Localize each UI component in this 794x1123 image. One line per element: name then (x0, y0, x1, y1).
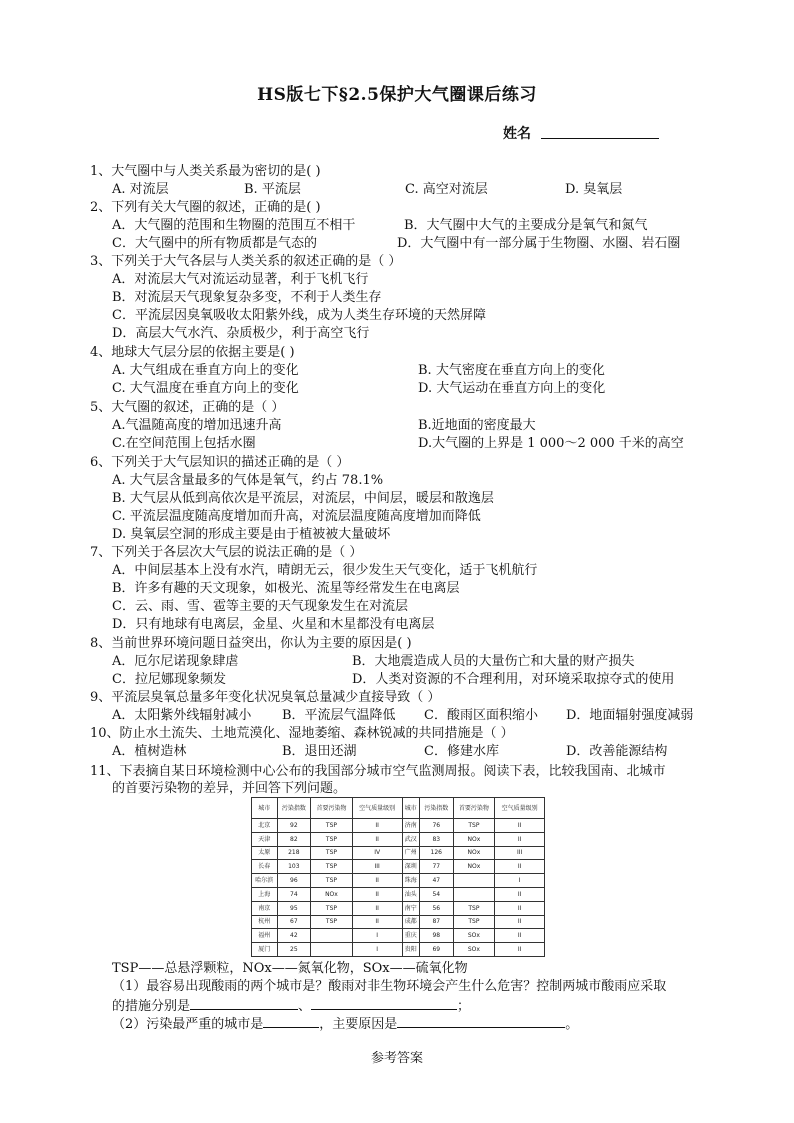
table-row (252, 915, 545, 929)
table-cell: 深圳 (402, 860, 419, 874)
table-cell: 长春 (252, 860, 278, 874)
table-cell: 218 (277, 846, 311, 860)
q10-option-a: A．植树造林 (112, 744, 187, 759)
table-row (252, 846, 545, 860)
table-cell: II (352, 901, 402, 915)
table-cell: II (495, 832, 545, 846)
table-cell: II (495, 819, 545, 833)
table-cell: 92 (277, 819, 311, 833)
table-cell: 太原 (252, 846, 278, 860)
table-cell: TSP (311, 846, 353, 860)
answer-blank[interactable] (397, 1015, 565, 1028)
table-cell: 74 (277, 887, 311, 901)
q6-option-a: A. 大气层含量最多的气体是氧气，约占 78.1% (112, 473, 384, 488)
q3-stem: 3、下列关于大气各层与人类关系的叙述正确的是（ ） (90, 254, 402, 269)
table-cell: 67 (277, 915, 311, 929)
table-cell: 69 (419, 943, 453, 957)
q1-option-a: A. 对流层 (112, 182, 169, 197)
table-row (252, 819, 545, 833)
table-cell: 25 (277, 943, 311, 957)
table-cell: 95 (277, 901, 311, 915)
q11-legend-note: TSP——总悬浮颗粒，NOx——氮氧化物，SOx——硫氧化物 (112, 961, 468, 976)
q5-option-a: A.气温随高度的增加迅速升高 (112, 418, 282, 433)
q11-stem: 11、下表摘自某日环境检测中心公布的我国部分城市空气监测周报。阅读下表，比较我国南、北城市 (90, 764, 666, 779)
q2-stem: 2、下列有关大气圈的叙述，正确的是( ) (90, 200, 321, 215)
q11-sub1-answer-line (112, 997, 470, 1015)
table-cell: II (352, 887, 402, 901)
table-cell: SOx (453, 943, 495, 957)
q3-option-b: B．对流层天气现象复杂多变，不利于人类生存 (112, 290, 382, 305)
table-cell: 83 (419, 832, 453, 846)
q7-stem: 7、下列关于各层次大气层的说法正确的是（ ） (90, 545, 363, 560)
q4-option-a: A. 大气组成在垂直方向上的变化 (112, 363, 299, 378)
table-cell: SOx (453, 929, 495, 943)
q10-option-c: C．修建水库 (424, 744, 499, 759)
table-header-row (252, 798, 545, 819)
table-cell: II (495, 887, 545, 901)
page-title: HS版七下§2.5保护大气圈课后练习 (257, 85, 537, 105)
table-row (252, 943, 545, 957)
table-cell: NOx (311, 887, 353, 901)
header-cell: 城市 (252, 798, 278, 819)
q6-option-b: B. 大气层从低到高依次是平流层，对流层，中间层，暖层和散逸层 (112, 491, 494, 506)
table-cell: NOx (453, 846, 495, 860)
table-cell: TSP (311, 874, 353, 888)
table-cell: II (495, 929, 545, 943)
table-cell: 珠海 (402, 874, 419, 888)
table-row (252, 832, 545, 846)
table-cell: I (352, 943, 402, 957)
table-cell: 厦门 (252, 943, 278, 957)
q1-option-b: B. 平流层 (244, 182, 301, 197)
q7-option-b: B．许多有趣的天文现象，如极光、流星等经常发生在电离层 (112, 581, 460, 596)
q6-stem: 6、下列关于大气层知识的描述正确的是（ ） (90, 455, 350, 470)
table-cell (453, 887, 495, 901)
table-cell: 武汉 (402, 832, 419, 846)
table-cell: 56 (419, 901, 453, 915)
q5-option-d: D.大气圈的上界是 1 000～2 000 千米的高空 (418, 436, 684, 451)
table-cell: 重庆 (402, 929, 419, 943)
table-cell: TSP (453, 819, 495, 833)
q11-stem-cont: 的首要污染物的差异，并回答下列问题。 (112, 781, 347, 796)
answer-key-heading: 参考答案 (370, 1051, 423, 1066)
table-cell: TSP (311, 819, 353, 833)
header-cell: 首要污染物 (453, 798, 495, 819)
table-cell: TSP (311, 915, 353, 929)
q2-option-b: B．大气圈中大气的主要成分是氧气和氮气 (404, 218, 648, 233)
q11-sub2-line (112, 1015, 578, 1033)
table-cell: TSP (311, 901, 353, 915)
table-cell: 76 (419, 819, 453, 833)
name-label: 姓名 (503, 126, 531, 142)
table-cell: II (352, 819, 402, 833)
q6-option-d: D. 臭氧层空洞的形成主要是由于植被被大量破坏 (112, 527, 391, 542)
table-cell: NOx (453, 860, 495, 874)
q9-stem: 9、平流层臭氧总量多年变化状况臭氧总量减少直接导致（ ） (90, 690, 441, 705)
table-cell: 天津 (252, 832, 278, 846)
q8-option-c: C．拉尼娜现象频发 (112, 672, 226, 687)
table-cell (453, 874, 495, 888)
q2-option-a: A．大气圈的范围和生物圈的范围互不相干 (112, 218, 356, 233)
header-cell: 空气质量级别 (495, 798, 545, 819)
table-cell: 98 (419, 929, 453, 943)
table-cell: TSP (311, 832, 353, 846)
table-cell: 77 (419, 860, 453, 874)
air-quality-table (251, 797, 545, 957)
q9-option-b: B．平流层气温降低 (282, 708, 396, 723)
table-cell: 南京 (252, 901, 278, 915)
q3-option-d: D．高层大气水汽、杂质极少，利于高空飞行 (112, 326, 370, 341)
table-cell: TSP (311, 860, 353, 874)
table-cell: 54 (419, 887, 453, 901)
table-cell: 济南 (402, 819, 419, 833)
table-cell: NOx (453, 832, 495, 846)
q8-option-d: D．人类对资源的不合理利用，对环境采取掠夺式的使用 (352, 672, 675, 687)
q8-option-a: A．厄尔尼诺现象肆虐 (112, 654, 239, 669)
q4-option-d: D. 大气运动在垂直方向上的变化 (418, 381, 606, 396)
name-blank[interactable] (541, 138, 659, 139)
q9-option-a: A．太阳紫外线辐射减小 (112, 708, 252, 723)
table-cell: TSP (453, 915, 495, 929)
table-cell: IV (352, 846, 402, 860)
q10-option-d: D．改善能源结构 (566, 744, 668, 759)
table-cell: 南宁 (402, 901, 419, 915)
table-cell: 北京 (252, 819, 278, 833)
q5-option-b: B.近地面的密度最大 (418, 418, 536, 433)
q9-option-c: C．酸雨区面积缩小 (424, 708, 538, 723)
q11-sub1: （1）最容易出现酸雨的两个城市是？酸雨对非生物环境会产生什么危害？控制两城市酸雨应采取 (112, 979, 667, 994)
q3-option-a: A．对流层大气对流运动显著，利于飞机飞行 (112, 272, 369, 287)
q7-option-a: A．中间层基本上没有水汽，晴朗无云，很少发生天气变化，适于飞机航行 (112, 563, 538, 578)
table-cell: III (352, 860, 402, 874)
table-row (252, 929, 545, 943)
answer-blank[interactable] (263, 1015, 319, 1028)
table-cell: 哈尔滨 (252, 874, 278, 888)
table-cell: 上海 (252, 887, 278, 901)
table-cell: 82 (277, 832, 311, 846)
q10-option-b: B．退田还湖 (282, 744, 357, 759)
table-cell: 126 (419, 846, 453, 860)
table-row (252, 860, 545, 874)
q1-option-d: D. 臭氧层 (565, 182, 623, 197)
q5-stem: 5、大气圈的叙述，正确的是（ ） (90, 400, 285, 415)
answer-blank[interactable] (190, 997, 298, 1010)
q7-option-d: D．只有地球有电离层，金星、火星和木星都没有电离层 (112, 617, 435, 632)
table-row (252, 887, 545, 901)
q4-stem: 4、地球大气层分层的依据主要是( ) (90, 345, 295, 360)
table-cell: 42 (277, 929, 311, 943)
q11-sub2-end: 。 (565, 1017, 579, 1032)
q8-option-b: B．大地震造成人员的大量伤亡和大量的财产损失 (352, 654, 635, 669)
q8-stem: 8、当前世界环境问题日益突出，你认为主要的原因是( ) (90, 636, 412, 651)
table-cell: 广州 (402, 846, 419, 860)
header-cell: 空气质量级别 (352, 798, 402, 819)
q4-option-c: C. 大气温度在垂直方向上的变化 (112, 381, 299, 396)
table-cell: II (495, 943, 545, 957)
table-cell: II (495, 901, 545, 915)
table-cell: 汕头 (402, 887, 419, 901)
q6-option-c: C. 平流层温度随高度增加而升高，对流层温度随高度增加而降低 (112, 509, 481, 524)
q7-option-c: C．云、雨、雪、雹等主要的天气现象发生在对流层 (112, 599, 408, 614)
header-cell: 污染指数 (419, 798, 453, 819)
table-cell: II (352, 915, 402, 929)
q11-sub2-lead: （2）污染最严重的城市是 (112, 1017, 264, 1032)
table-cell (311, 943, 353, 957)
q9-option-d: D．地面辐射强度减弱 (566, 708, 694, 723)
table-cell: II (352, 874, 402, 888)
table-cell: 贵阳 (402, 943, 419, 957)
table-row (252, 901, 545, 915)
table-cell: II (495, 860, 545, 874)
table-cell: 87 (419, 915, 453, 929)
q2-option-c: C．大气圈中的所有物质都是气态的 (112, 236, 317, 251)
header-cell: 城市 (402, 798, 419, 819)
table-cell (311, 929, 353, 943)
table-cell: 杭州 (252, 915, 278, 929)
q11-sub1-end: ； (457, 999, 471, 1014)
q3-option-c: C．平流层因臭氧吸收太阳紫外线，成为人类生存环境的天然屏障 (112, 308, 486, 323)
table-cell: II (495, 915, 545, 929)
table-row (252, 874, 545, 888)
table-cell: III (495, 846, 545, 860)
table-cell: 福州 (252, 929, 278, 943)
table-cell: 96 (277, 874, 311, 888)
answer-blank[interactable] (311, 997, 457, 1010)
q1-stem: 1、大气圈中与人类关系最为密切的是( ) (90, 164, 321, 179)
q5-option-c: C.在空间范围上包括水圈 (112, 436, 256, 451)
q1-option-c: C. 高空对流层 (405, 182, 488, 197)
header-cell: 污染指数 (277, 798, 311, 819)
q11-sub2-mid: ，主要原因是 (319, 1017, 398, 1032)
table-cell: I (495, 874, 545, 888)
header-cell: 首要污染物 (311, 798, 353, 819)
q11-sub1-comma: 、 (298, 999, 312, 1014)
q4-option-b: B. 大气密度在垂直方向上的变化 (418, 363, 605, 378)
table-cell: 47 (419, 874, 453, 888)
q11-sub1-lead: 的措施分别是 (112, 999, 191, 1014)
table-cell: I (352, 929, 402, 943)
q2-option-d: D．大气圈中有一部分属于生物圈、水圈、岩石圈 (397, 236, 681, 251)
table-cell: 成都 (402, 915, 419, 929)
q10-stem: 10、防止水土流失、土地荒漠化、湿地萎缩、森林锐减的共同措施是（ ） (90, 726, 514, 741)
table-cell: II (352, 832, 402, 846)
table-cell: TSP (453, 901, 495, 915)
table-cell: 103 (277, 860, 311, 874)
